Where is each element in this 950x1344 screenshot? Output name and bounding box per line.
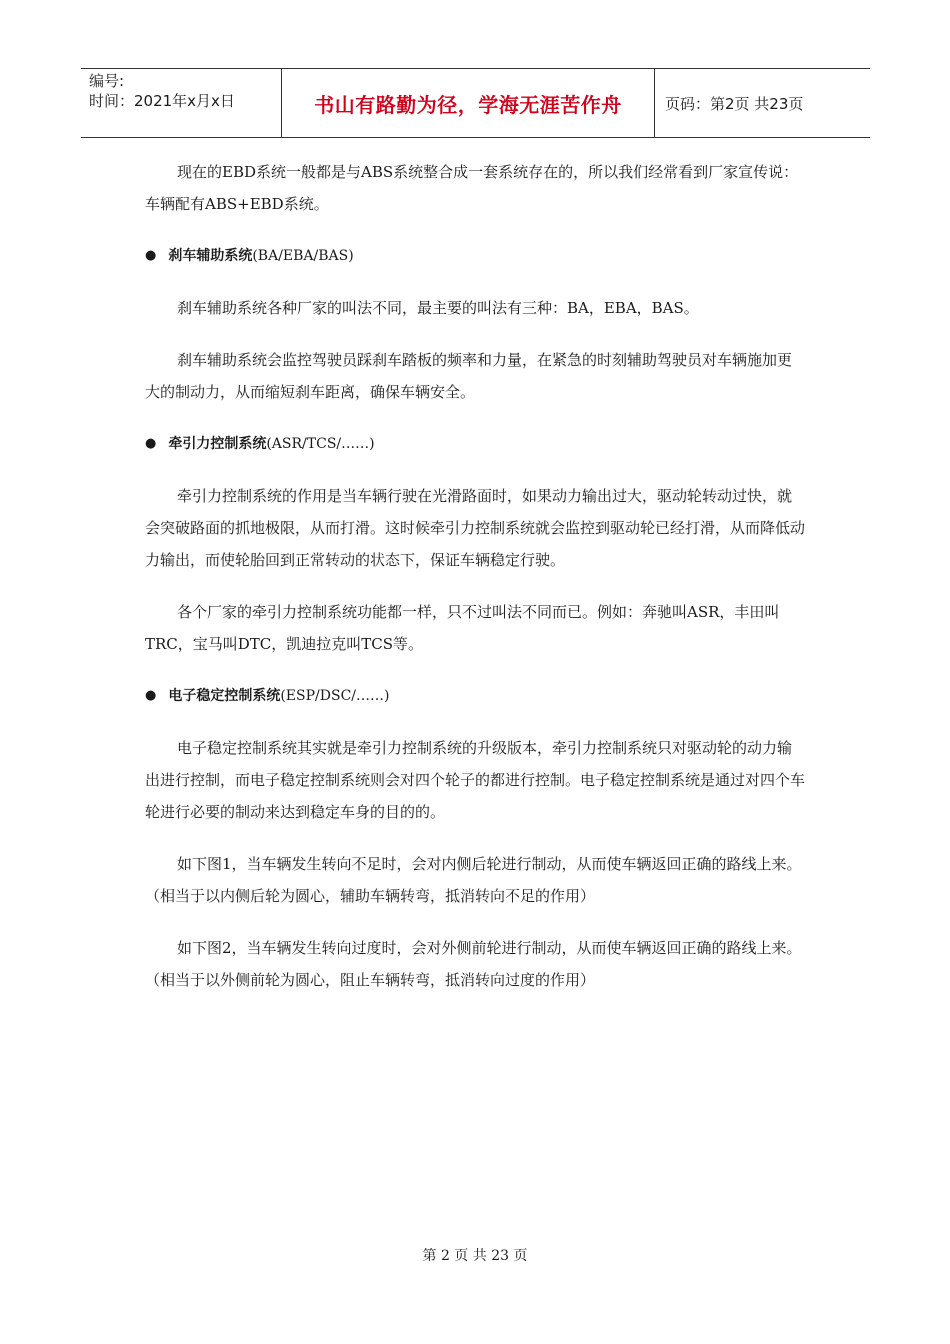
paragraph-esp-function: 电子稳定控制系统其实就是牵引力控制系统的升级版本，牵引力控制系统只对驱动轮的动力输出进行控制，而电子稳定控制系统则会对四个轮子的都进行控制。电子稳定控制系统是通过对四个车轮进行必要的制动来达到稳定车身的目的的。	[145, 739, 806, 821]
section-subtitle: (ESP/DSC/……)	[280, 688, 390, 704]
section-heading-esp	[145, 680, 805, 712]
paragraph-figure-1: 如下图1，当车辆发生转向不足时，会对内侧后轮进行制动，从而使车辆返回正确的路线上来。（相当于以内侧后轮为圆心，辅助车辆转弯，抵消转向不足的作用）	[145, 855, 802, 905]
bullet-icon: ●	[145, 688, 157, 703]
doc-code-label: 编号:	[89, 72, 125, 90]
paragraph-ebd: 现在的EBD系统一般都是与ABS系统整合成一套系统存在的，所以我们经常看到厂家宣传说：车辆配有ABS+EBD系统。	[145, 163, 799, 213]
section-heading-ba	[145, 240, 805, 272]
section-title: 刹车辅助系统	[168, 248, 253, 264]
doc-date-label: 时间：2021年x月x日	[89, 92, 235, 110]
paragraph-tcs-names: 各个厂家的牵引力控制系统功能都一样，只不过叫法不同而已。例如：奔驰叫ASR，丰田叫TRC，宝马叫DTC，凯迪拉克叫TCS等。	[145, 603, 780, 653]
section-heading-tcs	[145, 428, 805, 460]
header-meta	[81, 69, 282, 137]
bullet-icon: ●	[145, 436, 157, 451]
paragraph-ba-function: 刹车辅助系统会监控驾驶员踩刹车踏板的频率和力量，在紧急的时刻辅助驾驶员对车辆施加更大的制动力，从而缩短刹车距离，确保车辆安全。	[145, 351, 793, 401]
header-page-number: 页码：第2页 共23页	[665, 94, 804, 113]
page-footer: 第 2 页 共 23 页	[422, 1248, 528, 1264]
header-motto-cell	[282, 69, 655, 137]
document-body	[145, 156, 805, 996]
page-header	[81, 68, 870, 138]
paragraph-figure-2: 如下图2，当车辆发生转向过度时，会对外侧前轮进行制动，从而使车辆返回正确的路线上来。（相当于以外侧前轮为圆心，阻止车辆转弯，抵消转向过度的作用）	[145, 939, 802, 989]
bullet-icon: ●	[145, 248, 157, 263]
section-title: 牵引力控制系统	[168, 436, 267, 452]
section-subtitle: (ASR/TCS/……)	[266, 436, 375, 452]
paragraph-tcs-function: 牵引力控制系统的作用是当车辆行驶在光滑路面时，如果动力输出过大，驱动轮转动过快，就会突破路面的抓地极限，从而打滑。这时候牵引力控制系统就会监控到驱动轮已经打滑，从而降低动力输出，而使轮胎回到正常转动的状态下，保证车辆稳定行驶。	[145, 487, 806, 569]
header-page-cell	[655, 69, 870, 137]
header-motto: 书山有路勤为径，学海无涯苦作舟	[314, 92, 622, 117]
section-subtitle: (BA/EBA/BAS)	[252, 248, 354, 264]
section-title: 电子稳定控制系统	[168, 688, 281, 704]
paragraph-ba-names: 刹车辅助系统各种厂家的叫法不同，最主要的叫法有三种：BA，EBA，BAS。	[177, 299, 699, 317]
